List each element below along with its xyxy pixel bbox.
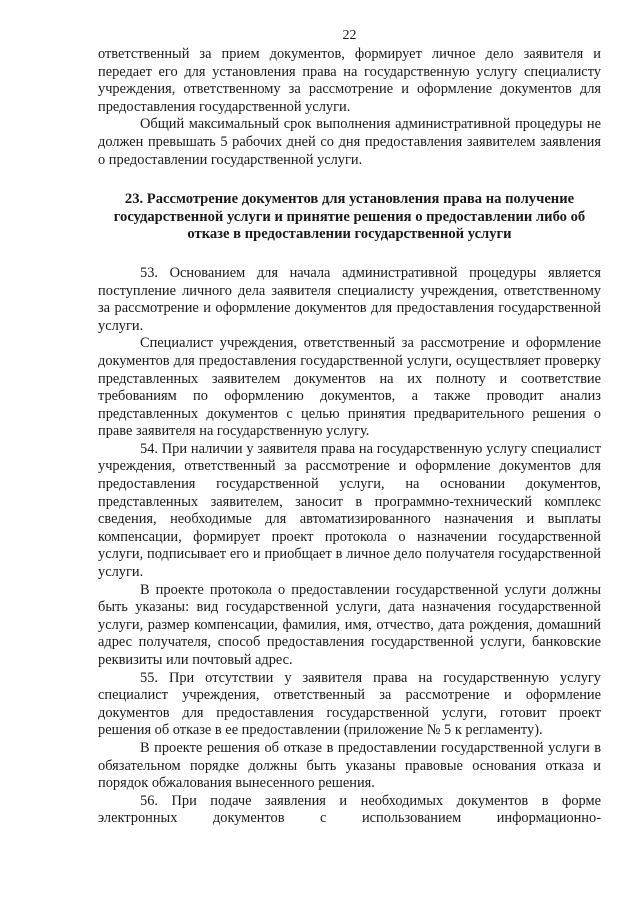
paragraph-55: 55. При отсутствии у заявителя права на государственную услугу специалист учреждения, ответственный за рассмотрение и оформление документов для предоставления государственной услуги, готовит проект решения об отказе в ее предоставлении (приложение № 5 к регламенту).	[98, 669, 601, 739]
paragraph-53: 53. Основанием для начала административной процедуры является поступление личного дела заявителя специалисту учреждения, ответственному за рассмотрение и оформление документов для предоставления государственной услуги.	[98, 264, 601, 334]
paragraph-54: 54. При наличии у заявителя права на государственную услугу специалист учреждения, ответственный за рассмотрение и оформление документов для предоставления государственной услуги, на основании документов, представленных заявителем, заносит в программно-технический комплекс сведения, необходимые для автоматизированного назначения и выплаты компенсации, формирует проект протокола о назначении государственной услуги, подписывает его и приобщает в личное дело получателя государственной услуги.	[98, 440, 601, 581]
paragraph-protocol-contents: В проекте протокола о предоставлении государственной услуги должны быть указаны: вид государственной услуги, дата назначения государственной услуги, размер компенсации, фамилия, имя, отчество, дата рождения, домашний адрес получателя, способ предоставления государственной услуги, банковские реквизиты или почтовый адрес.	[98, 581, 601, 668]
section-title: 23. Рассмотрение документов для установления права на получение государственной услуги и принятие решения о предоставлении либо об отказе в предоставлении государственной услуги	[113, 191, 586, 243]
paragraph-specialist-check: Специалист учреждения, ответственный за рассмотрение и оформление документов для предоставления государственной услуги, осуществляет проверку представленных заявителем документов на их полноту и соответствие требованиям по оформлению документов, а также проводит анализ представленных документов с целью принятия предварительного решения о праве заявителя на государственную услугу.	[98, 335, 601, 440]
paragraph-refusal-contents: В проекте решения об отказе в предоставлении государственной услуги в обязательном порядке должны быть указаны правовые основания отказа и порядок обжалования вынесенного решения.	[98, 739, 601, 792]
page-number: 22	[342, 28, 357, 43]
intro-paragraph-deadline: Общий максимальный срок выполнения административной процедуры не должен превышать 5 рабочих дней со дня предоставления заявителем заявления о предоставлении государственной услуги.	[98, 116, 601, 168]
document-body	[98, 46, 601, 828]
intro-paragraph-continuation: ответственный за прием документов, формирует личное дело заявителя и передает его для установления права на государственную услугу специалисту учреждения, ответственному за рассмотрение и оформление документов для предоставления государственной услуги.	[98, 46, 601, 115]
paragraph-56: 56. При подаче заявления и необходимых документов в форме электронных документов с использованием информационно-	[98, 792, 601, 827]
